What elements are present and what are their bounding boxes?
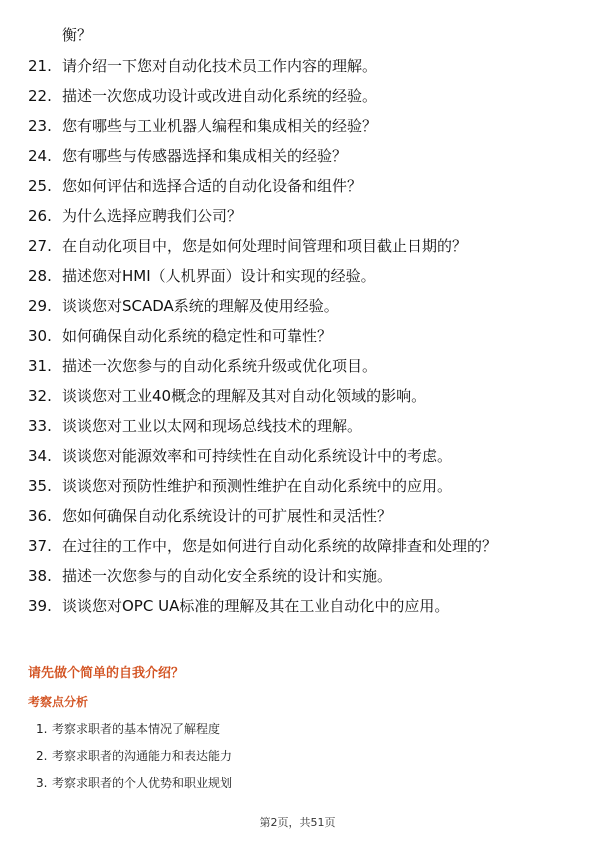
question-text: 如何确保自动化系统的稳定性和可靠性？: [62, 327, 333, 345]
question-text: 谈谈您对工业40概念的理解及其对自动化领域的影响。: [62, 387, 427, 405]
question-text: 在自动化项目中，您是如何处理时间管理和项目截止日期的？: [62, 237, 468, 255]
question-item: [0, 355, 595, 377]
question-number: 32.: [28, 387, 52, 405]
question-number: 38.: [28, 567, 52, 585]
question-number: 21.: [28, 57, 52, 75]
question-text: 为什么选择应聘我们公司？: [62, 207, 243, 225]
question-number: 25.: [28, 177, 52, 195]
question-number: 26.: [28, 207, 52, 225]
question-text: 谈谈您对SCADA系统的理解及使用经验。: [62, 297, 339, 315]
analysis-point: [0, 747, 595, 765]
question-list: [0, 55, 595, 625]
question-text: 描述您对HMI（人机界面）设计和实现的经验。: [62, 267, 376, 285]
question-text: 您如何确保自动化系统设计的可扩展性和灵活性？: [62, 507, 393, 525]
question-text: 谈谈您对能源效率和可持续性在自动化系统设计中的考虑。: [62, 447, 453, 465]
question-text: 您如何评估和选择合适的自动化设备和组件？: [62, 177, 363, 195]
page-footer: 第2页，共51页: [259, 816, 336, 829]
analysis-subtitle: 考察点分析: [28, 695, 89, 709]
question-number: 28.: [28, 267, 52, 285]
question-text: 您有哪些与工业机器人编程和集成相关的经验？: [62, 117, 378, 135]
question-item: [0, 115, 595, 137]
question-item: [0, 325, 595, 347]
question-item: [0, 55, 595, 77]
question-number: 34.: [28, 447, 52, 465]
question-item: [0, 295, 595, 317]
question-item: [0, 415, 595, 437]
question-item: [0, 475, 595, 497]
question-number: 30.: [28, 327, 52, 345]
question-item: [0, 565, 595, 587]
question-number: 35.: [28, 477, 52, 495]
question-continuation: 衡？: [62, 26, 93, 44]
question-text: 谈谈您对OPC UA标准的理解及其在工业自动化中的应用。: [62, 597, 450, 615]
analysis-point: [0, 720, 595, 738]
question-text: 请介绍一下您对自动化技术员工作内容的理解。: [62, 57, 378, 75]
question-item: [0, 85, 595, 107]
question-number: 36.: [28, 507, 52, 525]
question-item: [0, 175, 595, 197]
question-number: 23.: [28, 117, 52, 135]
question-text: 谈谈您对预防性维护和预测性维护在自动化系统中的应用。: [62, 477, 453, 495]
question-text: 描述一次您参与的自动化安全系统的设计和实施。: [62, 567, 393, 585]
analysis-point: [0, 774, 595, 792]
question-item: [0, 205, 595, 227]
point-text: 考察求职者的个人优势和职业规划: [52, 776, 233, 790]
question-item: [0, 265, 595, 287]
question-item: [0, 505, 595, 527]
question-text: 描述一次您参与的自动化系统升级或优化项目。: [62, 357, 378, 375]
question-item: [0, 235, 595, 257]
question-text: 描述一次您成功设计或改进自动化系统的经验。: [62, 87, 378, 105]
question-number: 27.: [28, 237, 52, 255]
question-item: [0, 145, 595, 167]
question-number: 24.: [28, 147, 52, 165]
question-text: 在过往的工作中，您是如何进行自动化系统的故障排查和处理的？: [62, 537, 498, 555]
point-number: 3.: [36, 776, 48, 790]
question-item: [0, 595, 595, 617]
question-item: [0, 445, 595, 467]
question-number: 33.: [28, 417, 52, 435]
question-item: [0, 385, 595, 407]
question-number: 29.: [28, 297, 52, 315]
point-text: 考察求职者的沟通能力和表达能力: [52, 749, 233, 763]
section-question-title: 请先做个简单的自我介绍？: [28, 666, 185, 681]
question-number: 37.: [28, 537, 52, 555]
question-text: 您有哪些与传感器选择和集成相关的经验？: [62, 147, 348, 165]
analysis-point-list: [0, 720, 595, 801]
question-number: 22.: [28, 87, 52, 105]
question-number: 31.: [28, 357, 52, 375]
question-item: [0, 535, 595, 557]
point-number: 2.: [36, 749, 48, 763]
point-text: 考察求职者的基本情况了解程度: [52, 722, 221, 736]
question-text: 谈谈您对工业以太网和现场总线技术的理解。: [62, 417, 363, 435]
question-number: 39.: [28, 597, 52, 615]
point-number: 1.: [36, 722, 48, 736]
